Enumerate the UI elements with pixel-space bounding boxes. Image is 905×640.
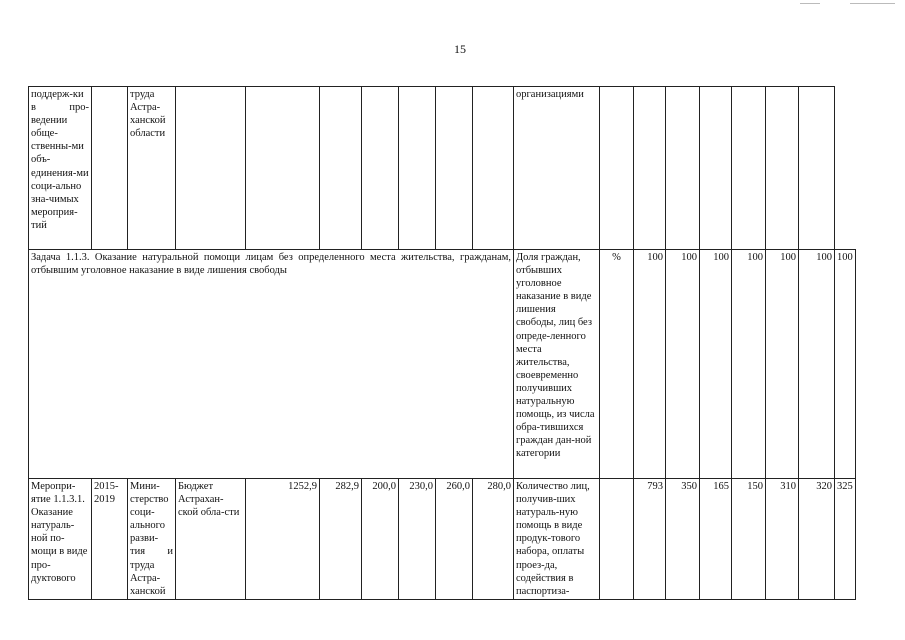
value-cell: 793	[634, 479, 666, 600]
unit-cell	[600, 479, 634, 600]
value-cell	[700, 87, 732, 250]
value-cell: 100	[835, 250, 856, 479]
funding-cell	[436, 87, 473, 250]
funding-total-cell	[246, 87, 320, 250]
page-number: 15	[454, 42, 466, 56]
table-row	[29, 479, 856, 600]
executor-cell: труда Астра-ханской области	[128, 87, 176, 250]
program-table	[28, 86, 856, 600]
table-row	[29, 87, 856, 250]
funding-cell	[362, 87, 399, 250]
value-cell	[666, 87, 700, 250]
value-cell	[732, 87, 766, 250]
value-cell: 100	[732, 250, 766, 479]
event-name-cell: Меропри-ятие 1.1.3.1. Оказание натураль-ной по-мощи в виде про-дуктового	[29, 479, 92, 600]
source-cell	[176, 87, 246, 250]
value-cell: 100	[666, 250, 700, 479]
event-name-cell: поддерж-ки в про-ведении обще-ственны-ми объ-единения-ми соци-ально зна-чимых мероприя-тий	[29, 87, 92, 250]
value-cell	[766, 87, 799, 250]
value-cell: 100	[766, 250, 799, 479]
value-cell	[799, 87, 835, 250]
funding-cell: 200,0	[362, 479, 399, 600]
funding-cell: 282,9	[320, 479, 362, 600]
executor-cell: Мини-стерство соци-ального разви-тия и труда Астра-ханской	[128, 479, 176, 600]
funding-cell	[473, 87, 514, 250]
funding-cell: 280,0	[473, 479, 514, 600]
source-cell: Бюджет Астрахан-ской обла-сти	[176, 479, 246, 600]
value-cell	[634, 87, 666, 250]
value-cell: 100	[799, 250, 835, 479]
task-description: Задача 1.1.3. Оказание натуральной помощи лицам без определенного места жительства, гражданам, отбывшим уголовное наказание в виде лишения свободы	[29, 250, 514, 479]
value-cell: 320	[799, 479, 835, 600]
period-cell: 2015-2019	[92, 479, 128, 600]
funding-total-cell: 1252,9	[246, 479, 320, 600]
indicator-cell: Доля граждан, отбывших уголовное наказание в виде лишения свободы, лиц без опреде-ленного места жительства, своевременно получивших натуральную помощь, из числа обра-тившихся граждан дан-ной категории	[514, 250, 600, 479]
value-cell: 310	[766, 479, 799, 600]
funding-cell	[399, 87, 436, 250]
scan-mark	[800, 3, 820, 4]
funding-cell: 260,0	[436, 479, 473, 600]
period-cell	[92, 87, 128, 250]
indicator-cell: Количество лиц, получив-ших натураль-ную помощь в виде продук-тового набора, оплаты проез-да, содействия в паспортиза-	[514, 479, 600, 600]
indicator-cell: организациями	[514, 87, 600, 250]
unit-cell	[600, 87, 634, 250]
value-cell: 325	[835, 479, 856, 600]
funding-cell: 230,0	[399, 479, 436, 600]
value-cell: 350	[666, 479, 700, 600]
scan-mark	[850, 3, 895, 4]
value-cell: 150	[732, 479, 766, 600]
value-cell: 165	[700, 479, 732, 600]
unit-cell: %	[600, 250, 634, 479]
table-row	[29, 250, 856, 479]
value-cell: 100	[634, 250, 666, 479]
value-cell: 100	[700, 250, 732, 479]
funding-cell	[320, 87, 362, 250]
